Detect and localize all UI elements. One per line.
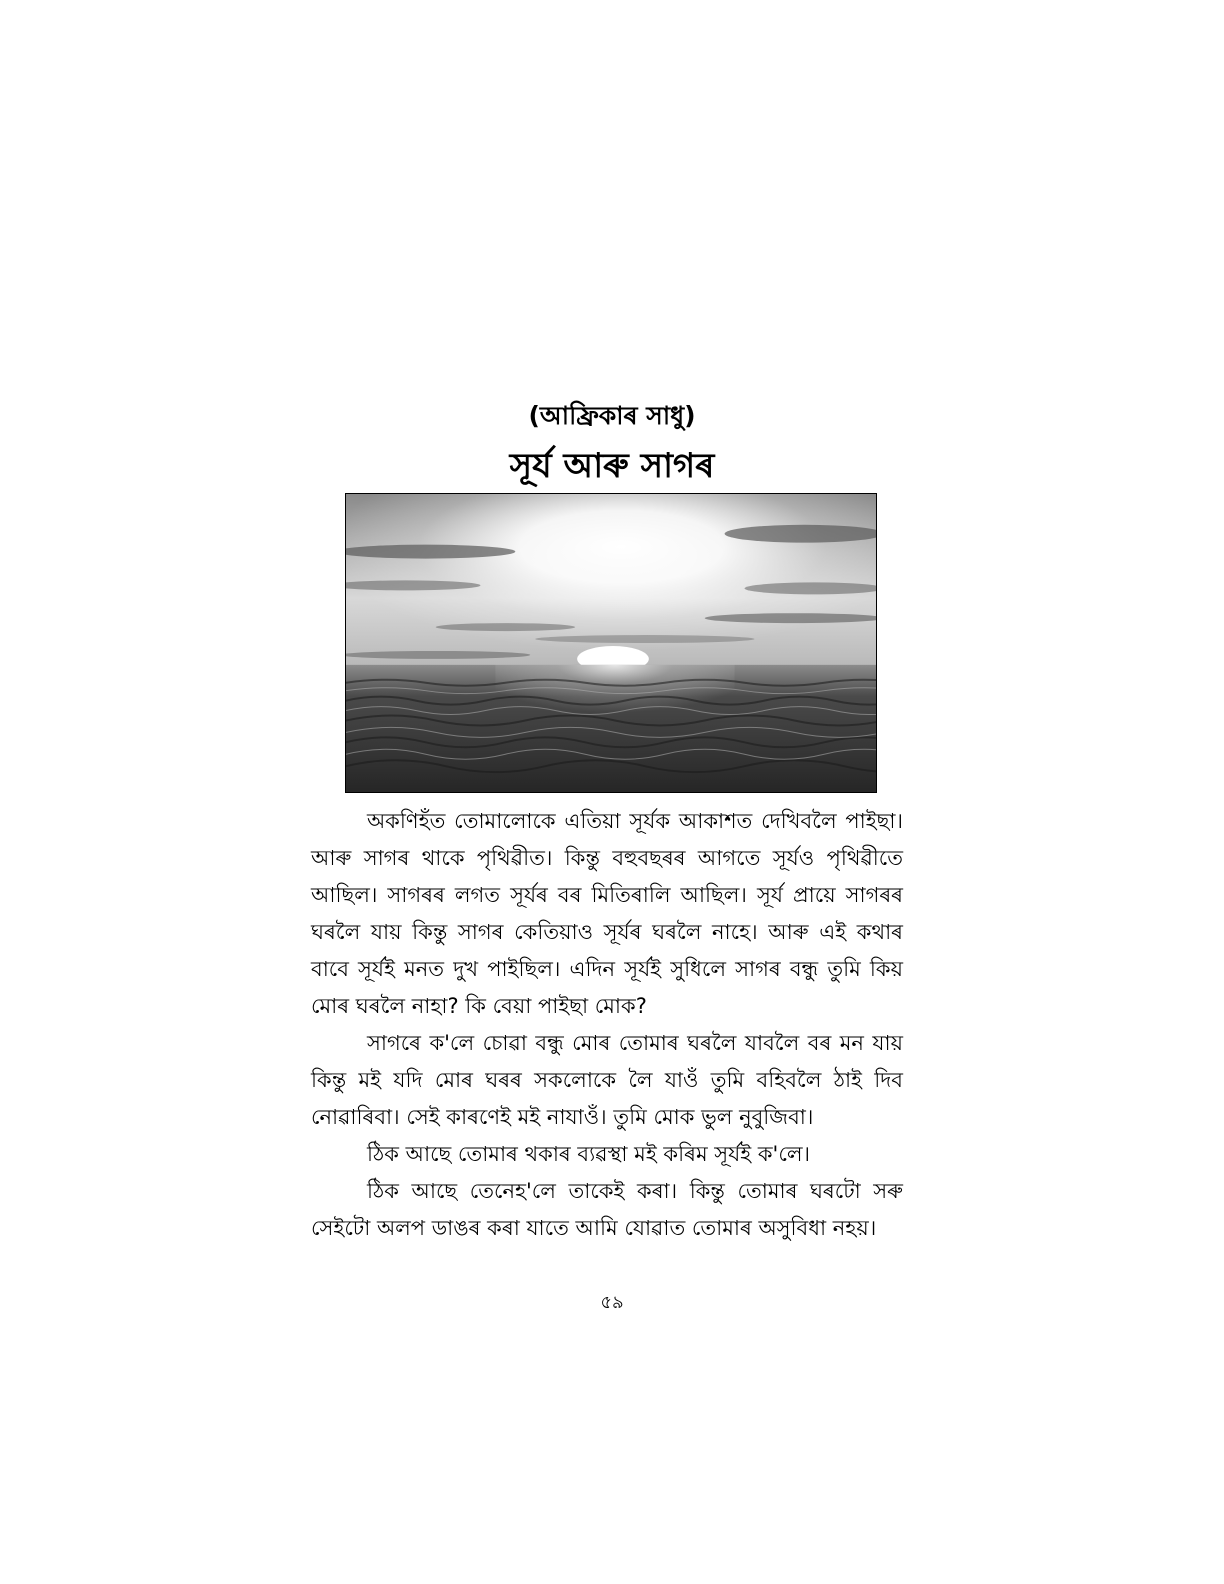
story-paragraph-2: সাগৰে ক'লে চোৱা বন্ধু মোৰ তোমাৰ ঘৰলৈ যাবলৈ বৰ মন যায় কিন্তু মই যদি মোৰ ঘৰৰ সকলোকে লৈ যাওঁ তুমি বহিবলৈ ঠাই দিব নোৱাৰিবা। সেই কাৰণেই মই নাযাওঁ। তুমি মোক ভুল নুবুজিবা। xyxy=(311,1031,903,1129)
page-number: ৫৯ xyxy=(600,1292,624,1313)
sunset-photo-graphic xyxy=(346,494,876,792)
sunset-over-sea-photo xyxy=(345,493,877,793)
story-body xyxy=(311,803,903,1247)
story-paragraph-1: অকণিহঁত তোমালোকে এতিয়া সূৰ্যক আকাশত দেখিবলৈ পাইছা। আৰু সাগৰ থাকে পৃথিৱীত। কিন্তু বহুবছৰৰ আগতে সূৰ্যও পৃথিৱীতে আছিল। সাগৰৰ লগত সূৰ্যৰ বৰ মিতিৰালি আছিল। সূৰ্য প্ৰায়ে সাগৰৰ ঘৰলৈ যায় কিন্তু সাগৰ কেতিয়াও সূৰ্যৰ ঘৰলৈ নাহে। আৰু এই কথাৰ বাবে সূৰ্যই মনত দুখ পাইছিল। এদিন সূৰ্যই সুধিলে সাগৰ বন্ধু তুমি কিয় মোৰ ঘৰলৈ নাহা? কি বেয়া পাইছা মোক? xyxy=(311,809,903,1018)
story-origin-subtitle: (আফ্ৰিকাৰ সাধু) xyxy=(528,401,696,430)
story-title: সূৰ্য আৰু সাগৰ xyxy=(509,446,715,486)
story-paragraph-3: ঠিক আছে তোমাৰ থকাৰ ব্যৱস্থা মই কৰিম সূৰ্যই ক'লে। xyxy=(367,1142,810,1166)
story-paragraph-4: ঠিক আছে তেনেহ'লে তাকেই কৰা। কিন্তু তোমাৰ ঘৰটো সৰু সেইটো অলপ ডাঙৰ কৰা যাতে আমি যোৱাত তোমাৰ অসুবিধা নহয়। xyxy=(311,1179,903,1240)
